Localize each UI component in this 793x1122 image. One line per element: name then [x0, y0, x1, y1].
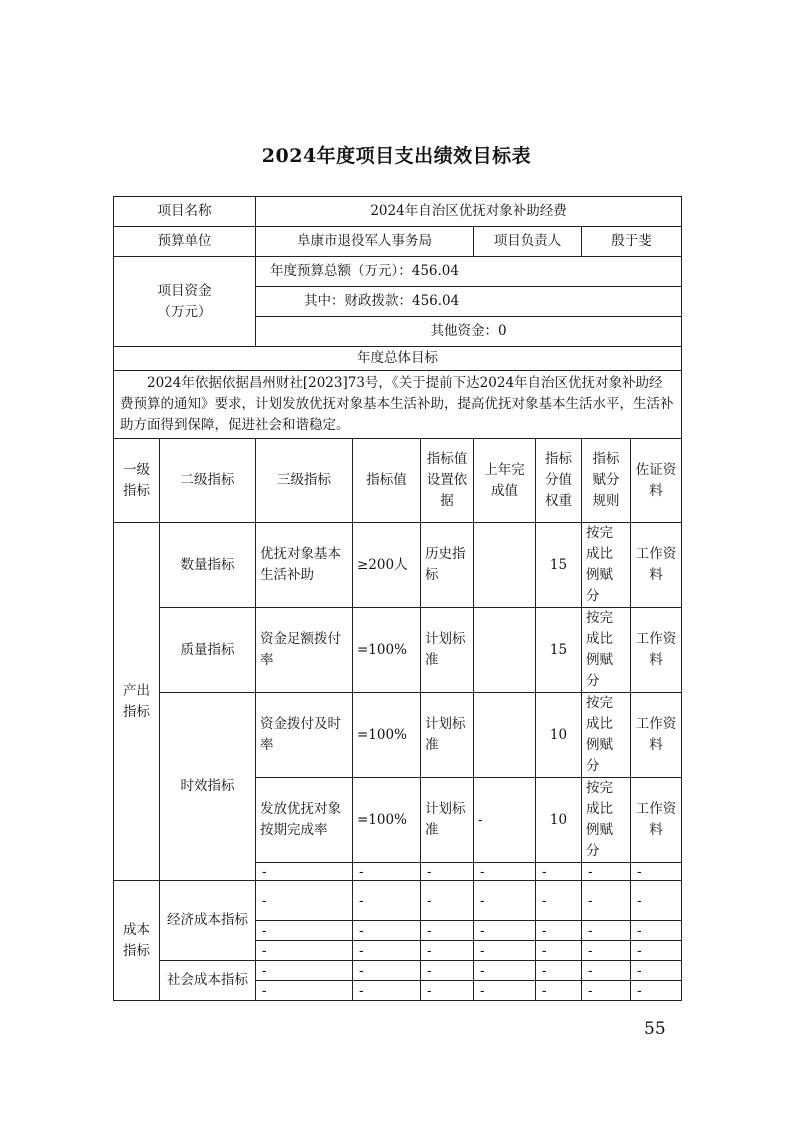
- dash-cell: -: [353, 981, 421, 1001]
- dash-cell: -: [256, 941, 353, 961]
- row-annual-goal-label: [114, 347, 682, 371]
- table-row: [114, 881, 682, 921]
- funds-fiscal: 其中：财政拨款：456.04: [256, 287, 682, 317]
- timeliness-1-value: =100%: [353, 693, 421, 778]
- dash-cell: -: [474, 981, 536, 1001]
- dash-cell: -: [631, 863, 682, 881]
- row-project-name: [114, 197, 682, 227]
- funds-label: [114, 257, 256, 347]
- table-row: [114, 608, 682, 693]
- quantity-level2: 数量指标: [160, 523, 256, 608]
- quality-value: =100%: [353, 608, 421, 693]
- budget-unit-label: 预算单位: [114, 227, 256, 257]
- dash-cell: -: [582, 941, 631, 961]
- dash-cell: -: [474, 921, 536, 941]
- dash-cell: -: [582, 961, 631, 981]
- dash-cell: -: [474, 961, 536, 981]
- timeliness-1-weight: 10: [536, 693, 582, 778]
- table-row: [114, 961, 682, 981]
- timeliness-2-value: =100%: [353, 778, 421, 863]
- row-annual-goal-text: [114, 371, 682, 439]
- funds-total: 年度预算总额（万元）：456.04: [256, 257, 682, 287]
- timeliness-2-prev: -: [474, 778, 536, 863]
- quality-basis: 计划标准: [421, 608, 474, 693]
- dash-cell: -: [474, 863, 536, 881]
- dash-cell: -: [256, 961, 353, 981]
- table-row: [114, 693, 682, 778]
- quality-weight: 15: [536, 608, 582, 693]
- header-prev: 上年完成值: [474, 439, 536, 523]
- budget-unit-value: 阜康市退役军人事务局: [256, 227, 474, 257]
- dash-cell: -: [536, 921, 582, 941]
- quantity-basis: 历史指标: [421, 523, 474, 608]
- quantity-value: ≥200人: [353, 523, 421, 608]
- project-leader-label: 项目负责人: [474, 227, 582, 257]
- timeliness-1-rule: 按完成比例赋分: [582, 693, 631, 778]
- page-number: 55: [644, 1019, 666, 1039]
- timeliness-2-evidence: 工作资料: [631, 778, 682, 863]
- annual-goal-text: 2024年依据依据昌州财社[2023]73号，《关于提前下达2024年自治区优抚对象补助经费预算的通知》要求，计划发放优抚对象基本生活补助，提高优抚对象基本生活水平，生活补助方面得到保障，促进社会和谐稳定。: [114, 371, 682, 439]
- dash-cell: -: [582, 881, 631, 921]
- header-rule: 指标赋分规则: [582, 439, 631, 523]
- timeliness-1-prev: [474, 693, 536, 778]
- cost-level1: 成本指标: [114, 881, 160, 1001]
- header-evidence: 佐证资料: [631, 439, 682, 523]
- funds-label-line2: （万元）: [157, 303, 212, 320]
- project-name-label: 项目名称: [114, 197, 256, 227]
- quantity-evidence: 工作资料: [631, 523, 682, 608]
- output-level1: 产出指标: [114, 523, 160, 881]
- dash-cell: -: [353, 863, 421, 881]
- quality-evidence: 工作资料: [631, 608, 682, 693]
- quality-level2: 质量指标: [160, 608, 256, 693]
- timeliness-level2: 时效指标: [160, 693, 256, 881]
- dash-cell: -: [536, 863, 582, 881]
- dash-cell: -: [256, 981, 353, 1001]
- header-basis: 指标值设置依据: [421, 439, 474, 523]
- timeliness-2-basis: 计划标准: [421, 778, 474, 863]
- row-budget-unit: [114, 227, 682, 257]
- dash-cell: -: [421, 961, 474, 981]
- dash-cell: -: [353, 881, 421, 921]
- timeliness-1-basis: 计划标准: [421, 693, 474, 778]
- dash-cell: -: [421, 863, 474, 881]
- dash-cell: -: [631, 941, 682, 961]
- dash-cell: -: [631, 961, 682, 981]
- quality-level3: 资金足额拨付率: [256, 608, 353, 693]
- quantity-weight: 15: [536, 523, 582, 608]
- table-row: [114, 523, 682, 608]
- dash-cell: -: [256, 863, 353, 881]
- dash-cell: -: [421, 941, 474, 961]
- row-indicator-headers: [114, 439, 682, 523]
- header-weight: 指标分值权重: [536, 439, 582, 523]
- dash-cell: -: [536, 941, 582, 961]
- timeliness-1-level3: 资金拨付及时率: [256, 693, 353, 778]
- quality-prev: [474, 608, 536, 693]
- dash-cell: -: [421, 921, 474, 941]
- dash-cell: -: [536, 881, 582, 921]
- quantity-rule: 按完成比例赋分: [582, 523, 631, 608]
- header-value: 指标值: [353, 439, 421, 523]
- funds-label-line1: 项目资金: [157, 282, 212, 299]
- dash-cell: -: [536, 981, 582, 1001]
- dash-cell: -: [421, 881, 474, 921]
- timeliness-1-evidence: 工作资料: [631, 693, 682, 778]
- header-level2: 二级指标: [160, 439, 256, 523]
- performance-target-table: [113, 196, 682, 1001]
- project-leader-value: 殷于斐: [582, 227, 682, 257]
- dash-cell: -: [631, 921, 682, 941]
- timeliness-2-weight: 10: [536, 778, 582, 863]
- quantity-prev: [474, 523, 536, 608]
- dash-cell: -: [256, 881, 353, 921]
- dash-cell: -: [256, 921, 353, 941]
- dash-cell: -: [582, 981, 631, 1001]
- annual-goal-label: 年度总体目标: [114, 347, 682, 371]
- project-name-value: 2024年自治区优抚对象补助经费: [256, 197, 682, 227]
- dash-cell: -: [353, 961, 421, 981]
- dash-cell: -: [474, 941, 536, 961]
- dash-cell: -: [474, 881, 536, 921]
- dash-cell: -: [353, 921, 421, 941]
- page-title: 2024年度项目支出绩效目标表: [261, 145, 532, 167]
- quality-rule: 按完成比例赋分: [582, 608, 631, 693]
- dash-cell: -: [582, 921, 631, 941]
- quantity-level3: 优抚对象基本生活补助: [256, 523, 353, 608]
- economic-cost-level2: 经济成本指标: [160, 881, 256, 961]
- funds-other: 其他资金：0: [256, 317, 682, 347]
- dash-cell: -: [631, 881, 682, 921]
- social-cost-level2: 社会成本指标: [160, 961, 256, 1001]
- header-level3: 三级指标: [256, 439, 353, 523]
- dash-cell: -: [582, 863, 631, 881]
- header-level1: 一级指标: [114, 439, 160, 523]
- dash-cell: -: [353, 941, 421, 961]
- timeliness-2-level3: 发放优抚对象按期完成率: [256, 778, 353, 863]
- dash-cell: -: [631, 981, 682, 1001]
- dash-cell: -: [421, 981, 474, 1001]
- dash-cell: -: [536, 961, 582, 981]
- timeliness-2-rule: 按完成比例赋分: [582, 778, 631, 863]
- row-funds-total: [114, 257, 682, 287]
